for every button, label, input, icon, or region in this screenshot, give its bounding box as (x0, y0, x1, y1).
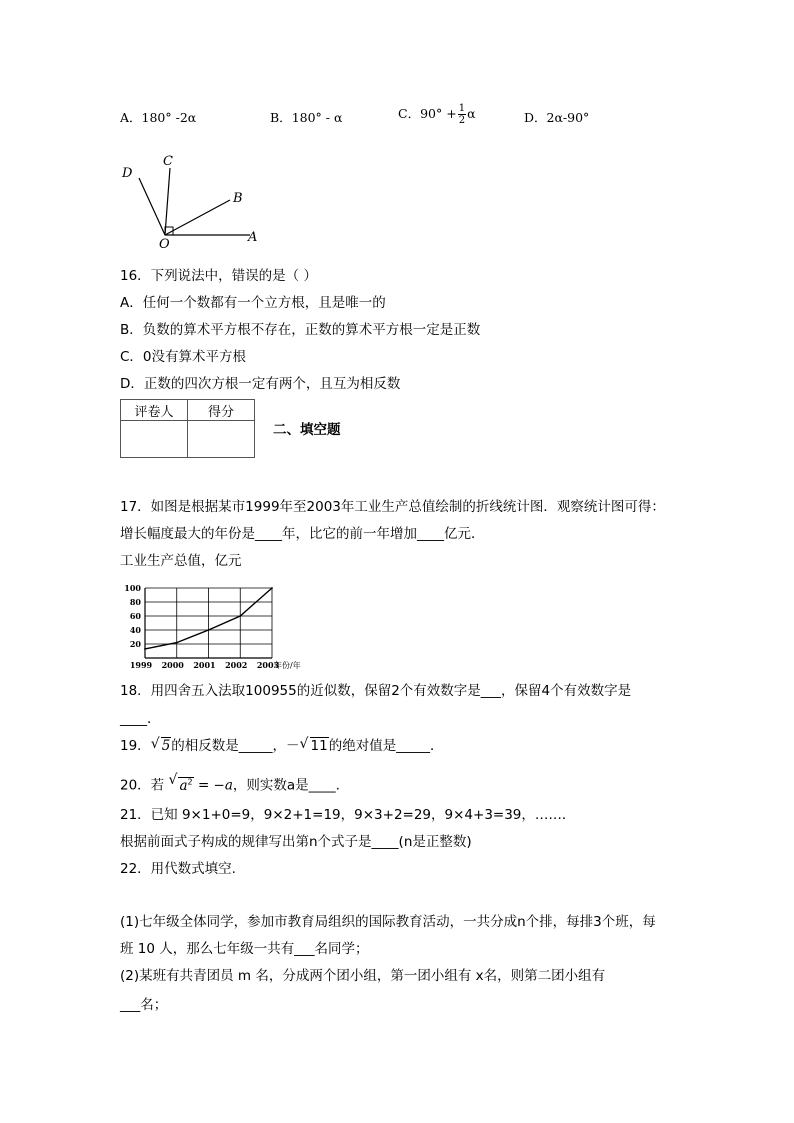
q16-option-a: A．任何一个数都有一个立方根，且是唯一的 (120, 295, 386, 311)
sqrt-11 (300, 737, 329, 755)
y-tick-label: 60 (129, 611, 141, 621)
grading-table (120, 399, 255, 458)
sqrt-5-radicand: 5 (161, 738, 171, 754)
q15-option-d-text: 2α-90° (546, 110, 590, 125)
reviewer-cell (121, 421, 188, 458)
ray-ob (165, 200, 230, 235)
fraction-numerator: 1 (458, 103, 466, 114)
data-point (271, 587, 273, 589)
q18-line1: 18．用四舍五入法取100955的近似数，保留2个有效数字是___，保留4个有效数字是 (120, 683, 632, 699)
q15-option-d (524, 108, 589, 126)
q15-option-c-fraction (458, 103, 466, 126)
label-o: O (159, 237, 170, 250)
q15-option-a-letter: A． (120, 110, 142, 125)
label-d: D (122, 166, 133, 181)
q17-line1: 17．如图是根据某市1999年至2003年工业生产总值绘制的折线统计图．观察统计图可得： (120, 499, 665, 515)
q19-suffix: 的绝对值是_____． (328, 738, 444, 754)
data-point (208, 629, 210, 631)
x-tick-label: 2000 (161, 660, 184, 670)
reviewer-header: 评卷人 (121, 400, 188, 421)
q19-negative-sign: － (286, 738, 300, 754)
ray-oc (165, 168, 170, 235)
q21-line2: 根据前面式子构成的规律写出第n个式子是____(n是正整数) (120, 834, 472, 850)
q19 (120, 737, 443, 755)
q16-option-d: D．正数的四次方根一定有两个，且互为相反数 (120, 376, 401, 392)
sqrt-a-squared (168, 773, 193, 795)
y-tick-label: 40 (129, 625, 141, 635)
x-tick-label: 2003 (256, 660, 280, 670)
q15-option-c-letter: C． (398, 106, 421, 121)
line-chart (115, 578, 305, 673)
q17-line2: 增长幅度最大的年份是____年，比它的前一年增加____亿元． (120, 526, 485, 542)
q16-stem: 16．下列说法中，错误的是（ ） (120, 268, 317, 284)
chart-caption: 工业生产总值，亿元 (120, 553, 242, 569)
label-b: B (233, 191, 243, 206)
data-point (239, 615, 241, 617)
y-tick-label: 100 (124, 583, 141, 593)
q15-option-b-letter: B． (270, 110, 292, 125)
data-point (144, 648, 146, 650)
q21-line1: 21．已知 9×1+0=9，9×2+1=19，9×3+2=29，9×4+3=39，……． (120, 807, 576, 823)
x-axis-label: 年份/年 (274, 661, 301, 670)
radical-sign-icon: √ (150, 736, 160, 752)
q22-part1-line2: 班 10 人，那么七年级一共有___名同学； (120, 941, 369, 957)
section-title: 二、填空题 (273, 422, 341, 438)
score-cell (188, 421, 255, 458)
q20-suffix: ，则实数a是____. (232, 777, 340, 794)
q15-option-c (398, 103, 476, 126)
data-point (176, 642, 178, 644)
q19-mid: 的相反数是_____， (171, 738, 287, 754)
q22-stem: 22．用代数式填空. (120, 861, 236, 877)
x-tick-label: 1999 (129, 660, 153, 670)
q22-part2-line2: ___名； (120, 997, 168, 1013)
q18-line2: ____． (120, 711, 161, 727)
q15-option-b-text: 180° - α (291, 110, 343, 125)
q15-option-b (270, 108, 342, 126)
q20 (120, 773, 340, 795)
ray-od (139, 178, 165, 235)
q20-equation: = −a (197, 777, 233, 794)
q15-option-d-letter: D． (524, 110, 547, 125)
x-tick-label: 2001 (193, 660, 216, 670)
q15-option-c-post: α (467, 106, 476, 121)
label-c: C (163, 154, 173, 169)
score-header: 得分 (188, 400, 255, 421)
q15-option-a (120, 108, 196, 126)
q15-option-a-text: 180° -2α (141, 110, 197, 125)
q20-prefix: 20．若 (120, 777, 165, 794)
x-tick-label: 2002 (225, 660, 248, 670)
sqrt-5 (151, 737, 172, 755)
label-a: A (248, 230, 258, 245)
q22-part2-line1: (2)某班有共青团员 m 名，分成两个团小组，第一团小组有 x名，则第二团小组有 (120, 968, 606, 984)
radical-sign-icon: √ (299, 736, 309, 752)
y-tick-label: 20 (129, 639, 141, 649)
q19-prefix: 19． (120, 738, 151, 754)
q16-option-c: C．0没有算术平方根 (120, 349, 247, 365)
radicand-exponent: 2 (187, 777, 193, 786)
radicand-base: a (179, 777, 188, 794)
angle-figure (115, 150, 275, 250)
y-tick-label: 80 (129, 597, 141, 607)
sqrt-11-radicand: 11 (310, 738, 328, 754)
q22-part1-line1: (1)七年级全体同学，参加市教育局组织的国际教育活动，一共分成n个排，每排3个班，每 (120, 914, 656, 930)
q15-option-c-pre: 90° + (420, 106, 457, 121)
radical-sign-icon: √ (168, 772, 178, 788)
q16-option-b: B．负数的算术平方根不存在，正数的算术平方根一定是正数 (120, 322, 481, 338)
fraction-denominator: 2 (458, 115, 466, 126)
